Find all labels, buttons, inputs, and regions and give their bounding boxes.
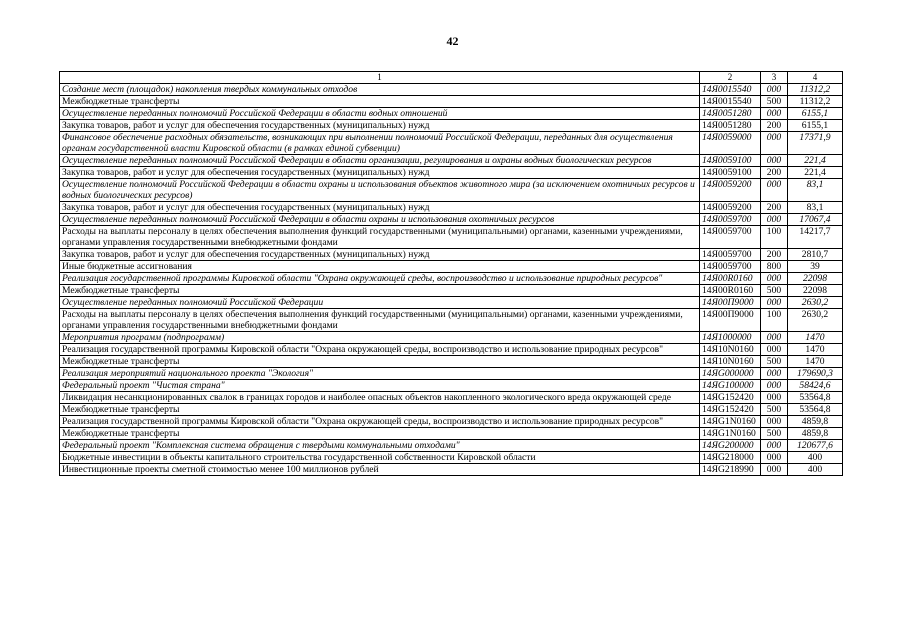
column-header-3: 3 xyxy=(761,72,788,84)
row-code-cell: 14Я0059700 xyxy=(700,261,761,273)
row-sum-cell: 1470 xyxy=(788,332,843,344)
row-sum-cell: 2630,2 xyxy=(788,309,843,332)
row-sum-cell: 83,1 xyxy=(788,202,843,214)
row-code-cell: 14ЯG218990 xyxy=(700,464,761,476)
row-sum-cell: 6155,1 xyxy=(788,120,843,132)
row-expense-type-cell: 000 xyxy=(761,108,788,120)
table-row xyxy=(60,464,843,476)
table-row xyxy=(60,132,843,155)
row-name-cell: Расходы на выплаты персоналу в целях обеспечения выполнения функций государственными (муниципальными) органами, казенными учреждениями, органами управления государственными внебюджетными фондами xyxy=(60,226,700,249)
table-row xyxy=(60,285,843,297)
row-sum-cell: 1470 xyxy=(788,344,843,356)
table-row xyxy=(60,155,843,167)
row-expense-type-cell: 000 xyxy=(761,84,788,96)
row-code-cell: 14ЯG100000 xyxy=(700,380,761,392)
row-code-cell: 14Я0015540 xyxy=(700,96,761,108)
table-row xyxy=(60,261,843,273)
row-expense-type-cell: 000 xyxy=(761,452,788,464)
row-name-cell: Расходы на выплаты персоналу в целях обеспечения выполнения функций государственными (муниципальными) органами, казенными учреждениями, органами управления государственными внебюджетными фондами xyxy=(60,309,700,332)
row-sum-cell: 17067,4 xyxy=(788,214,843,226)
row-expense-type-cell: 000 xyxy=(761,155,788,167)
row-code-cell: 14Я0051280 xyxy=(700,108,761,120)
row-code-cell: 14ЯG1N0160 xyxy=(700,428,761,440)
row-name-cell: Межбюджетные трансферты xyxy=(60,356,700,368)
row-name-cell: Осуществление переданных полномочий Российской Федерации в области водных отношений xyxy=(60,108,700,120)
row-name-cell: Межбюджетные трансферты xyxy=(60,404,700,416)
row-code-cell: 14Я10N0160 xyxy=(700,356,761,368)
table-row xyxy=(60,309,843,332)
row-code-cell: 14Я0059700 xyxy=(700,249,761,261)
row-code-cell: 14Я1000000 xyxy=(700,332,761,344)
table-row xyxy=(60,273,843,285)
row-name-cell: Создание мест (площадок) накопления твердых коммунальных отходов xyxy=(60,84,700,96)
row-expense-type-cell: 000 xyxy=(761,368,788,380)
row-name-cell: Ликвидация несанкционированных свалок в границах городов и наиболее опасных объектов накопленного экологического вреда окружающей среде xyxy=(60,392,700,404)
row-sum-cell: 120677,6 xyxy=(788,440,843,452)
column-header-4: 4 xyxy=(788,72,843,84)
row-sum-cell: 2810,7 xyxy=(788,249,843,261)
table-row xyxy=(60,167,843,179)
row-expense-type-cell: 500 xyxy=(761,404,788,416)
row-expense-type-cell: 200 xyxy=(761,167,788,179)
row-expense-type-cell: 000 xyxy=(761,344,788,356)
row-name-cell: Закупка товаров, работ и услуг для обеспечения государственных (муниципальных) нужд xyxy=(60,120,700,132)
table-row xyxy=(60,249,843,261)
table-row xyxy=(60,344,843,356)
row-code-cell: 14ЯG000000 xyxy=(700,368,761,380)
row-expense-type-cell: 000 xyxy=(761,392,788,404)
row-name-cell: Реализация государственной программы Кировской области "Охрана окружающей среды, воспроизводство и использование природных ресурсов" xyxy=(60,344,700,356)
row-code-cell: 14Я0015540 xyxy=(700,84,761,96)
row-sum-cell: 2630,2 xyxy=(788,297,843,309)
row-code-cell: 14Я0059000 xyxy=(700,132,761,155)
row-name-cell: Бюджетные инвестиции в объекты капитального строительства государственной собственности Кировской области xyxy=(60,452,700,464)
table-header-row xyxy=(60,72,843,84)
row-name-cell: Межбюджетные трансферты xyxy=(60,428,700,440)
row-expense-type-cell: 000 xyxy=(761,132,788,155)
row-sum-cell: 400 xyxy=(788,464,843,476)
row-sum-cell: 39 xyxy=(788,261,843,273)
row-sum-cell: 1470 xyxy=(788,356,843,368)
row-expense-type-cell: 500 xyxy=(761,285,788,297)
row-name-cell: Финансовое обеспечение расходных обязательств, возникающих при выполнении полномочий Российской Федерации, переданных для осуществления органам государственной власти Кировской области (в рамках единой субвенции) xyxy=(60,132,700,155)
row-sum-cell: 4859,8 xyxy=(788,416,843,428)
row-name-cell: Осуществление переданных полномочий Российской Федерации xyxy=(60,297,700,309)
row-expense-type-cell: 000 xyxy=(761,297,788,309)
table-row xyxy=(60,202,843,214)
row-name-cell: Осуществление переданных полномочий Российской Федерации в области организации, регулирования и охраны водных биологических ресурсов xyxy=(60,155,700,167)
table-row xyxy=(60,380,843,392)
row-name-cell: Реализация государственной программы Кировской области "Охрана окружающей среды, воспроизводство и использование природных ресурсов" xyxy=(60,273,700,285)
row-expense-type-cell: 200 xyxy=(761,120,788,132)
row-sum-cell: 53564,8 xyxy=(788,392,843,404)
table-row xyxy=(60,120,843,132)
table-row xyxy=(60,96,843,108)
row-sum-cell: 22098 xyxy=(788,285,843,297)
row-name-cell: Закупка товаров, работ и услуг для обеспечения государственных (муниципальных) нужд xyxy=(60,249,700,261)
row-sum-cell: 58424,6 xyxy=(788,380,843,392)
row-code-cell: 14Я00П9000 xyxy=(700,309,761,332)
row-name-cell: Иные бюджетные ассигнования xyxy=(60,261,700,273)
row-sum-cell: 53564,8 xyxy=(788,404,843,416)
row-name-cell: Мероприятия программ (подпрограмм) xyxy=(60,332,700,344)
table-row xyxy=(60,108,843,120)
row-sum-cell: 4859,8 xyxy=(788,428,843,440)
row-code-cell: 14ЯG218000 xyxy=(700,452,761,464)
table-row xyxy=(60,392,843,404)
column-header-1: 1 xyxy=(60,72,700,84)
table-row xyxy=(60,332,843,344)
table-row xyxy=(60,440,843,452)
row-expense-type-cell: 000 xyxy=(761,416,788,428)
row-sum-cell: 11312,2 xyxy=(788,96,843,108)
row-expense-type-cell: 100 xyxy=(761,226,788,249)
table-row xyxy=(60,416,843,428)
row-name-cell: Федеральный проект "Чистая страна" xyxy=(60,380,700,392)
row-sum-cell: 14217,7 xyxy=(788,226,843,249)
row-code-cell: 14ЯG200000 xyxy=(700,440,761,452)
row-code-cell: 14Я00R0160 xyxy=(700,273,761,285)
row-code-cell: 14ЯG152420 xyxy=(700,392,761,404)
row-sum-cell: 11312,2 xyxy=(788,84,843,96)
row-expense-type-cell: 500 xyxy=(761,96,788,108)
page-number: 42 xyxy=(446,34,459,48)
row-name-cell: Инвестиционные проекты сметной стоимостью менее 100 миллионов рублей xyxy=(60,464,700,476)
row-sum-cell: 6155,1 xyxy=(788,108,843,120)
table-row xyxy=(60,84,843,96)
row-code-cell: 14Я0059200 xyxy=(700,202,761,214)
row-expense-type-cell: 000 xyxy=(761,214,788,226)
row-name-cell: Закупка товаров, работ и услуг для обеспечения государственных (муниципальных) нужд xyxy=(60,202,700,214)
table-row xyxy=(60,179,843,202)
row-code-cell: 14Я00R0160 xyxy=(700,285,761,297)
table-row xyxy=(60,404,843,416)
row-expense-type-cell: 500 xyxy=(761,428,788,440)
row-code-cell: 14Я00П9000 xyxy=(700,297,761,309)
table-row xyxy=(60,297,843,309)
row-code-cell: 14Я10N0160 xyxy=(700,344,761,356)
row-expense-type-cell: 500 xyxy=(761,356,788,368)
table-row xyxy=(60,214,843,226)
row-name-cell: Закупка товаров, работ и услуг для обеспечения государственных (муниципальных) нужд xyxy=(60,167,700,179)
row-name-cell: Осуществление полномочий Российской Федерации в области охраны и использования объектов животного мира (за исключением охотничьих ресурсов и водных биологических ресурсов) xyxy=(60,179,700,202)
row-sum-cell: 400 xyxy=(788,452,843,464)
row-sum-cell: 17371,9 xyxy=(788,132,843,155)
row-code-cell: 14Я0059200 xyxy=(700,179,761,202)
row-code-cell: 14Я0059100 xyxy=(700,167,761,179)
row-code-cell: 14Я0059100 xyxy=(700,155,761,167)
row-name-cell: Реализация мероприятий национального проекта "Экология" xyxy=(60,368,700,380)
row-name-cell: Межбюджетные трансферты xyxy=(60,96,700,108)
table-row xyxy=(60,356,843,368)
row-sum-cell: 221,4 xyxy=(788,155,843,167)
row-expense-type-cell: 200 xyxy=(761,249,788,261)
row-code-cell: 14Я0051280 xyxy=(700,120,761,132)
row-name-cell: Реализация государственной программы Кировской области "Охрана окружающей среды, воспроизводство и использование природных ресурсов" xyxy=(60,416,700,428)
row-expense-type-cell: 000 xyxy=(761,273,788,285)
table-row xyxy=(60,452,843,464)
row-sum-cell: 22098 xyxy=(788,273,843,285)
row-code-cell: 14Я0059700 xyxy=(700,226,761,249)
row-expense-type-cell: 000 xyxy=(761,440,788,452)
row-sum-cell: 83,1 xyxy=(788,179,843,202)
table-row xyxy=(60,368,843,380)
row-expense-type-cell: 100 xyxy=(761,309,788,332)
row-sum-cell: 221,4 xyxy=(788,167,843,179)
row-code-cell: 14ЯG152420 xyxy=(700,404,761,416)
column-header-2: 2 xyxy=(700,72,761,84)
row-name-cell: Осуществление переданных полномочий Российской Федерации в области охраны и использования охотничьих ресурсов xyxy=(60,214,700,226)
row-expense-type-cell: 000 xyxy=(761,332,788,344)
row-code-cell: 14Я0059700 xyxy=(700,214,761,226)
row-expense-type-cell: 000 xyxy=(761,380,788,392)
row-name-cell: Федеральный проект "Комплексная система обращения с твердыми коммунальными отходами" xyxy=(60,440,700,452)
row-expense-type-cell: 800 xyxy=(761,261,788,273)
row-expense-type-cell: 000 xyxy=(761,464,788,476)
budget-table xyxy=(59,71,843,476)
row-expense-type-cell: 000 xyxy=(761,179,788,202)
table-row xyxy=(60,428,843,440)
row-sum-cell: 179690,3 xyxy=(788,368,843,380)
row-name-cell: Межбюджетные трансферты xyxy=(60,285,700,297)
row-code-cell: 14ЯG1N0160 xyxy=(700,416,761,428)
table-row xyxy=(60,226,843,249)
row-expense-type-cell: 200 xyxy=(761,202,788,214)
